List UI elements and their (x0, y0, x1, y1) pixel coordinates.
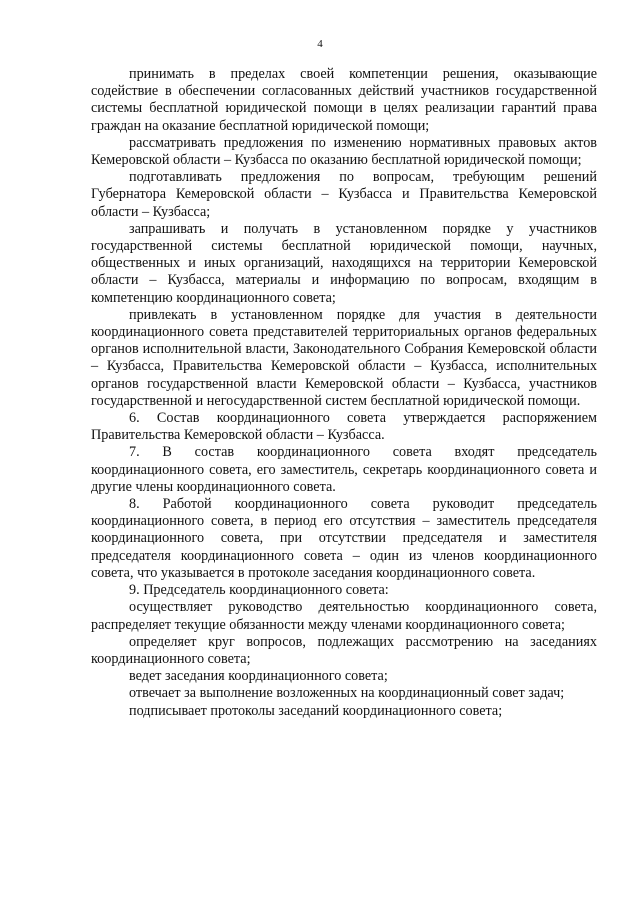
paragraph-chairman-defines-agenda: определяет круг вопросов, подлежащих рассмотрению на заседаниях координационного совета; (91, 633, 597, 667)
paragraph-prepare-proposals: подготавливать предложения по вопросам, требующим решений Губернатора Кемеровской области – Кузбасса и Правительства Кемеровской области – Кузбасса; (91, 169, 597, 220)
page-number: 4 (317, 38, 323, 50)
paragraph-chairman-signs: подписывает протоколы заседаний координационного совета; (129, 702, 503, 719)
paragraph-item-8: 8. Работой координационного совета руководит председатель координационного совета, в период его отсутствия – заместитель председателя координационного совета, при отсутствии председателя и заместителя председателя координационного совета – один из членов координационного совета, что указывается в протоколе заседания координационного совета. (91, 496, 597, 581)
paragraph-involve-representatives: привлекать в установленном порядке для участия в деятельности координационного совета представителей территориальных органов федеральных органов исполнительной власти, Законодательного Собрания Кемеровской области – Кузбасса, Правительства Кемеровской области – Кузбасса, исполнительных органов государственной власти Кемеровской области – Кузбасса, участников государственной и негосударственной систем бесплатной юридической помощи. (91, 306, 597, 409)
paragraph-chairman-responsible: отвечает за выполнение возложенных на координационный совет задач; (129, 685, 565, 702)
paragraph-request-materials: запрашивать и получать в установленном порядке у участников государственной системы бесплатной юридической помощи, научных, общественных и иных организаций, находящихся на территории Кемеровской области – Кузбасса, материалы и информацию по вопросам, входящим в компетенцию координационного совета; (91, 220, 597, 306)
paragraph-make-decisions: принимать в пределах своей компетенции решения, оказывающие содействие в обеспечении согласованных действий участников государственной системы бесплатной юридической помощи в целях реализации гарантий права граждан на оказание бесплатной юридической помощи; (91, 66, 597, 134)
paragraph-chairman-leads: осуществляет руководство деятельностью координационного совета, распределяет текущие обязанности между членами координационного совета; (91, 599, 597, 633)
paragraph-item-9: 9. Председатель координационного совета: (129, 582, 389, 599)
paragraph-review-proposals: рассматривать предложения по изменению нормативных правовых актов Кемеровской области – Кузбасса по оказанию бесплатной юридической помощи; (91, 134, 597, 169)
paragraph-item-7: 7. В состав координационного совета входят председатель координационного совета, его заместитель, секретарь координационного совета и другие члены координационного совета. (91, 444, 597, 495)
paragraph-chairman-conducts: ведет заседания координационного совета; (129, 668, 388, 685)
paragraph-item-6: 6. Состав координационного совета утверждается распоряжением Правительства Кемеровской области – Кузбасса. (91, 410, 597, 444)
document-body (91, 66, 597, 720)
